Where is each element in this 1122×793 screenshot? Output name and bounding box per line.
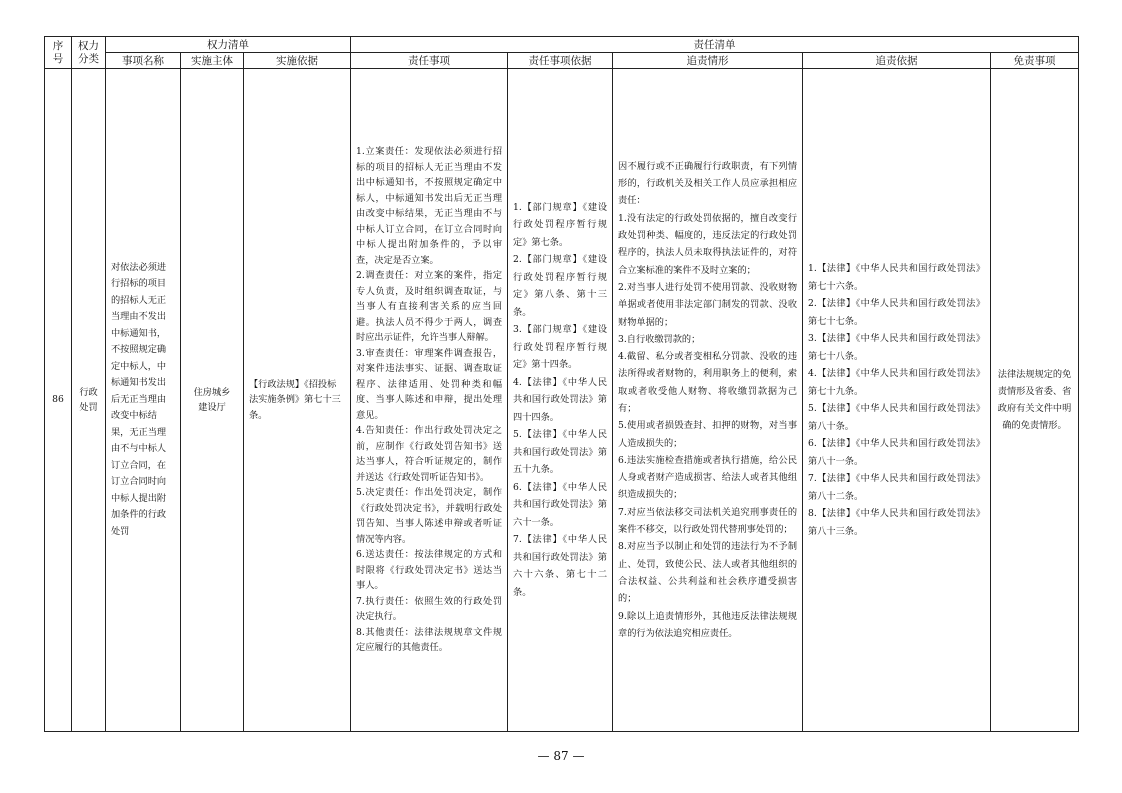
accountability-item: 4.截留、私分或者变相私分罚款、没收的违法所得或者财物的，利用职务上的便利，索取或者收受他人财物、将收缴罚款据为己有； <box>618 351 798 414</box>
accountability-item: 2.对当事人进行处罚不使用罚款、没收财物单据或者使用非法定部门制发的罚款、没收财物单据的； <box>618 281 798 328</box>
acc-basis-item: 5.【法律】《中华人民共和国行政处罚法》第八十条。 <box>808 403 986 432</box>
resp-item: 6.送达责任：按法律规定的方式和时限将《行政处罚决定书》送达当事人。 <box>356 549 503 592</box>
acc-basis-item: 6.【法律】《中华人民共和国行政处罚法》第八十一条。 <box>808 438 986 467</box>
accountability-item: 5.使用或者损毁查封、扣押的财物，对当事人造成损失的； <box>618 420 798 449</box>
header-seq: 序号 <box>45 37 72 69</box>
resp-basis-item: 3.【部门规章】《建设行政处罚程序暂行规定》第十四条。 <box>513 324 608 371</box>
resp-basis-list <box>508 199 612 602</box>
resp-item: 4.告知责任：作出行政处罚决定之前，应制作《行政处罚告知书》送达当事人，符合听证规定的，制作并送达《行政处罚听证告知书》。 <box>356 425 503 483</box>
header-power-list: 权力清单 <box>106 37 351 53</box>
header-resp-list: 责任清单 <box>351 37 1079 53</box>
cell-subject <box>181 69 244 732</box>
resp-basis-item: 5.【法律】《中华人民共和国行政处罚法》第五十九条。 <box>513 429 608 476</box>
cell-resp-basis <box>508 69 613 732</box>
header-exemption: 免责事项 <box>991 53 1079 69</box>
subject-text: 住房城乡建设厅 <box>193 386 231 413</box>
acc-basis-item: 3.【法律】《中华人民共和国行政处罚法》第七十八条。 <box>808 333 986 362</box>
accountability-item: 9.除以上追责情形外，其他违反法律法规规章的行为依法追究相应责任。 <box>618 610 798 639</box>
resp-basis-item: 4.【法律】《中华人民共和国行政处罚法》第四十四条。 <box>513 376 608 423</box>
acc-basis-item: 4.【法律】《中华人民共和国行政处罚法》第七十九条。 <box>808 368 986 397</box>
header-resp-basis: 责任事项依据 <box>508 53 613 69</box>
exemption-text: 法律法规规定的免责情形及省委、省政府有关文件中明确的免责情形。 <box>997 369 1072 431</box>
acc-basis-item: 7.【法律】《中华人民共和国行政处罚法》第八十二条。 <box>808 473 986 502</box>
item-name-text: 对依法必须进行招标的项目的招标人无正当理由不发出中标通知书，不按照规定确定中标人，中标通知书发出后无正当理由改变中标结果，无正当理由不与中标人订立合同，在订立合同时向中标人提出附加条件的行政处罚 <box>111 261 167 537</box>
cell-resp-items <box>351 69 508 732</box>
cell-seq: 86 <box>45 69 72 732</box>
resp-item: 7.执行责任：依照生效的行政处罚决定执行。 <box>356 595 503 623</box>
responsibility-table <box>44 36 1079 732</box>
resp-item: 8.其他责任：法律法规规章文件规定应履行的其他责任。 <box>356 626 503 654</box>
resp-items-list <box>351 144 507 656</box>
header-basis: 实施依据 <box>244 53 351 69</box>
acc-basis-item: 2.【法律】《中华人民共和国行政处罚法》第七十七条。 <box>808 298 986 327</box>
accountability-item: 7.对应当依法移交司法机关追究刑事责任的案件不移交，以行政处罚代替刑事处罚的； <box>618 506 798 536</box>
accountability-item: 3.自行收缴罚款的； <box>618 333 701 345</box>
resp-item: 2.调查责任：对立案的案件，指定专人负责，及时组织调查取证，与当事人有直接利害关系的应当回避。执法人员不得少于两人，调查时应出示证件，允许当事人辩解。 <box>356 270 503 344</box>
resp-basis-item: 1.【部门规章】《建设行政处罚程序暂行规定》第七条。 <box>513 201 608 248</box>
header-resp-items: 责任事项 <box>351 53 508 69</box>
header-acc-basis: 追责依据 <box>803 53 991 69</box>
cell-acc-basis <box>803 69 991 732</box>
header-subject: 实施主体 <box>181 53 244 69</box>
cell-item-name <box>106 69 181 732</box>
resp-basis-item: 2.【部门规章】《建设行政处罚程序暂行规定》第八条、第十三条。 <box>513 254 608 318</box>
resp-basis-item: 6.【法律】《中华人民共和国行政处罚法》第六十一条。 <box>513 481 608 528</box>
power-type-text: 行政处罚 <box>79 386 98 413</box>
resp-item: 3.审查责任：审理案件调查报告，对案件违法事实、证据、调查取证程序、法律适用、处罚种类和幅度、当事人陈述和申辩，提出处理意见。 <box>356 347 503 421</box>
page-number: — 87 — <box>537 749 585 763</box>
accountability-list <box>613 158 802 642</box>
accountability-item: 6.违法实施检查措施或者执行措施，给公民人身或者财产造成损害、给法人或者其他组织造成损失的； <box>618 454 798 501</box>
resp-basis-item: 7.【法律】《中华人民共和国行政处罚法》第六十六条、第七十二条。 <box>513 534 608 598</box>
resp-item: 5.决定责任：作出处罚决定，制作《行政处罚决定书》，并载明行政处罚告知、当事人陈述申辩或者听证情况等内容。 <box>356 487 503 545</box>
acc-basis-list <box>803 260 990 540</box>
acc-basis-item: 8.【法律】《中华人民共和国行政处罚法》第八十三条。 <box>808 508 986 537</box>
cell-basis <box>244 69 351 732</box>
cell-power-type <box>72 69 106 732</box>
header-accountability: 追责情形 <box>613 53 803 69</box>
basis-text: 【行政法规】《招投标法实施条例》第七十三条。 <box>249 378 341 421</box>
acc-basis-item: 1.【法律】《中华人民共和国行政处罚法》第七十六条。 <box>808 263 986 292</box>
resp-item: 1.立案责任：发现依法必须进行招标的项目的招标人无正当理由不发出中标通知书，不按照规定确定中标人，中标通知书发出后无正当理由改变中标结果，无正当理由不与中标人订立合同，在订立合同时向中标人提出附加条件的，予以审查，决定是否立案。 <box>356 146 503 266</box>
header-power-type: 权力分类 <box>72 37 106 69</box>
accountability-intro: 因不履行或不正确履行行政职责，有下列情形的，行政机关及相关工作人员应承担相应责任： <box>618 160 798 207</box>
cell-exemption <box>991 69 1079 732</box>
accountability-item: 8.对应当予以制止和处罚的违法行为不予制止、处罚，致使公民、法人或者其他组织的合法权益、公共利益和社会秩序遭受损害的； <box>618 541 798 605</box>
header-item-name: 事项名称 <box>106 53 181 69</box>
accountability-item: 1.没有法定的行政处罚依据的，擅自改变行政处罚种类、幅度的，违反法定的行政处罚程序的，执法人员未取得执法证件的，对符合立案标准的案件不及时立案的； <box>618 212 798 276</box>
cell-accountability <box>613 69 803 732</box>
